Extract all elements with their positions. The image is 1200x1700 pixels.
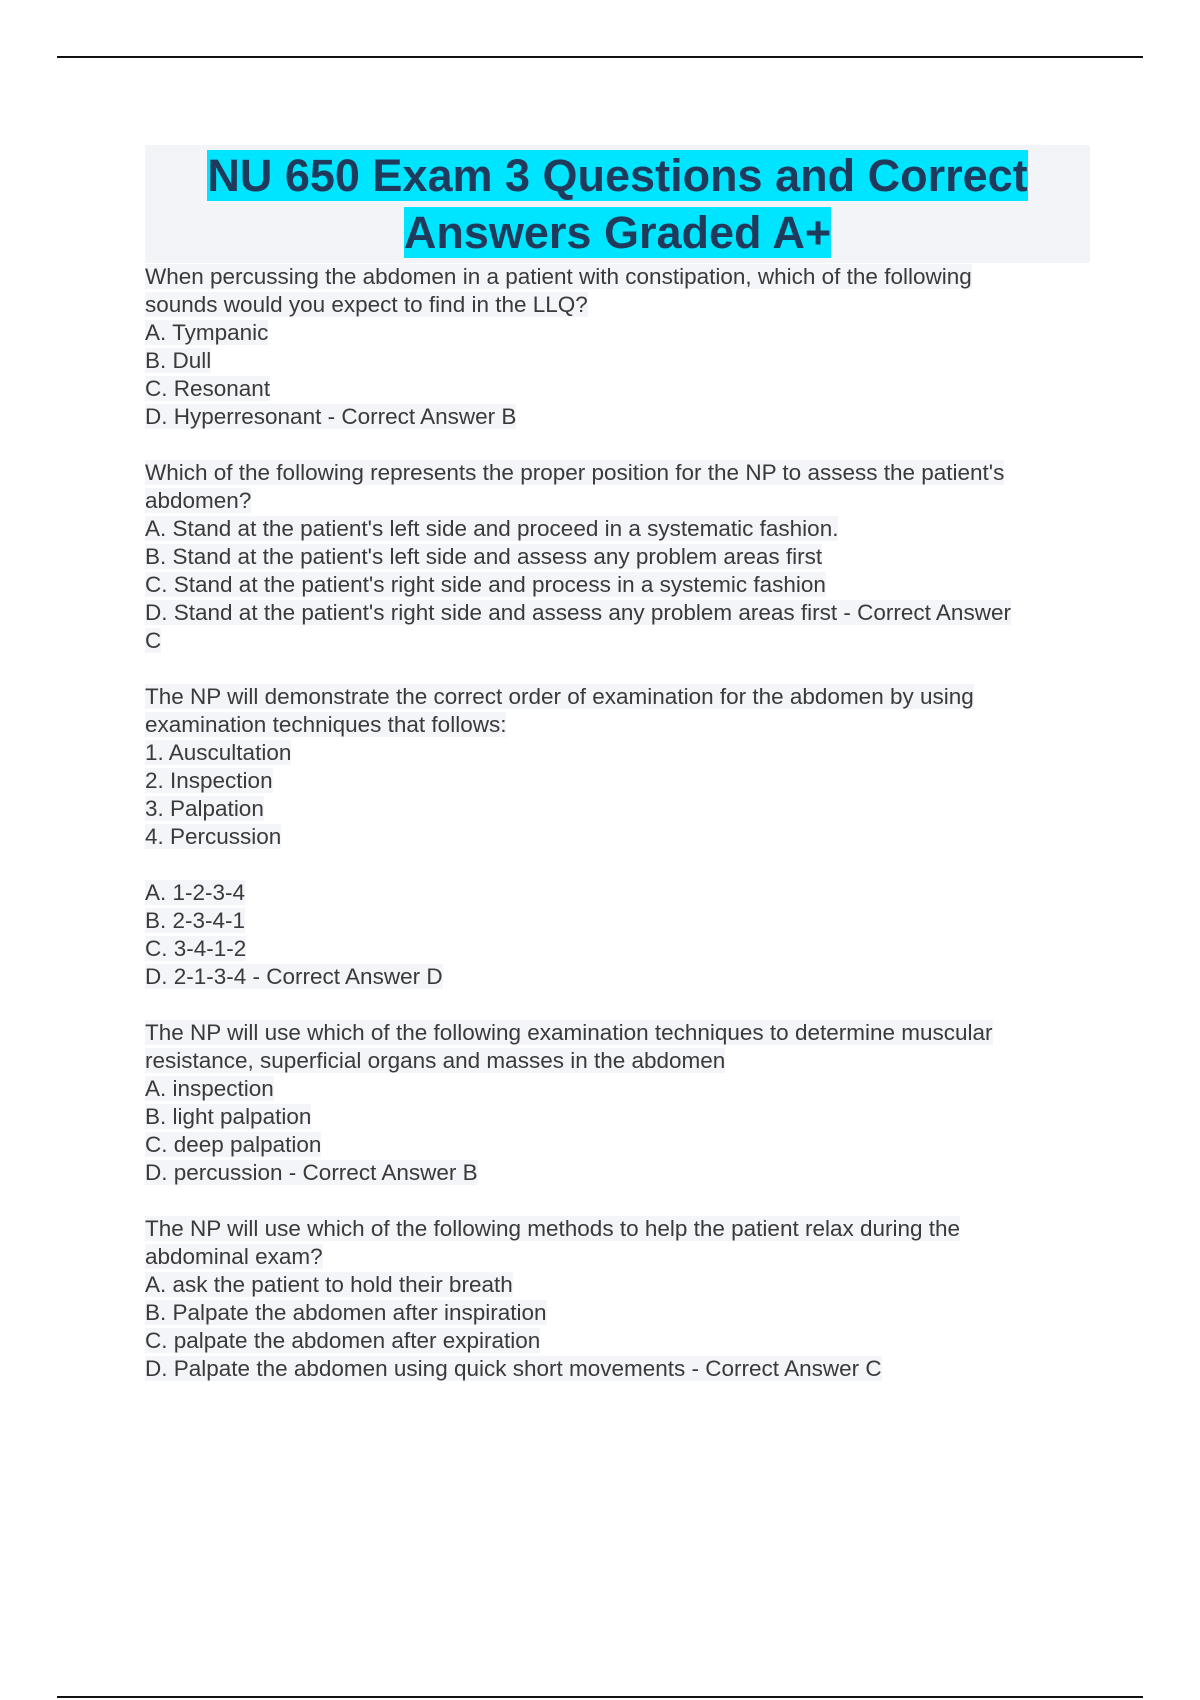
question-1-option: B. Dull xyxy=(145,348,212,373)
question-5-option: D. Palpate the abdomen using quick short movements - Correct Answer C xyxy=(145,1356,882,1381)
question-2-option: D. Stand at the patient's right side and assess any problem areas first - Correct Answer xyxy=(145,600,1011,625)
question-3-option: D. 2-1-3-4 - Correct Answer D xyxy=(145,964,443,989)
question-3-item: 3. Palpation xyxy=(145,796,264,821)
question-4-option: C. deep palpation xyxy=(145,1132,322,1157)
question-2-stem-line: Which of the following represents the proper position for the NP to assess the patient's xyxy=(145,460,1005,485)
question-2-option: C. Stand at the patient's right side and process in a systemic fashion xyxy=(145,572,826,597)
question-3-stem-line: examination techniques that follows: xyxy=(145,712,507,737)
title-line-1: NU 650 Exam 3 Questions and Correct xyxy=(207,150,1028,201)
question-3-option: C. 3-4-1-2 xyxy=(145,936,247,961)
question-3-stem-line: The NP will demonstrate the correct order of examination for the abdomen by using xyxy=(145,684,974,709)
document-title xyxy=(145,145,1090,263)
bottom-rule xyxy=(57,1696,1143,1698)
question-2-option: C xyxy=(145,628,162,653)
title-line-2: Answers Graded A+ xyxy=(403,207,832,258)
question-4-stem-line: The NP will use which of the following examination techniques to determine muscular xyxy=(145,1020,993,1045)
question-2-option: A. Stand at the patient's left side and proceed in a systematic fashion. xyxy=(145,516,839,541)
question-5-option: C. palpate the abdomen after expiration xyxy=(145,1328,541,1353)
question-4-option: D. percussion - Correct Answer B xyxy=(145,1160,478,1185)
question-5 xyxy=(145,1215,1090,1383)
question-2 xyxy=(145,459,1090,655)
question-4-stem-line: resistance, superficial organs and masses in the abdomen xyxy=(145,1048,726,1073)
top-rule xyxy=(57,56,1143,58)
question-3-option: B. 2-3-4-1 xyxy=(145,908,246,933)
question-3-option: A. 1-2-3-4 xyxy=(145,880,246,905)
question-2-option: B. Stand at the patient's left side and assess any problem areas first xyxy=(145,544,823,569)
question-3-item: 2. Inspection xyxy=(145,768,273,793)
question-1-option: D. Hyperresonant - Correct Answer B xyxy=(145,404,517,429)
question-3 xyxy=(145,683,1090,991)
question-1-stem-line: sounds would you expect to find in the LLQ? xyxy=(145,292,588,317)
question-4-option: B. light palpation xyxy=(145,1104,312,1129)
question-5-option: B. Palpate the abdomen after inspiration xyxy=(145,1300,547,1325)
question-1-stem-line: When percussing the abdomen in a patient with constipation, which of the following xyxy=(145,264,972,289)
question-1-option: A. Tympanic xyxy=(145,320,269,345)
question-1-option: C. Resonant xyxy=(145,376,271,401)
question-2-stem-line: abdomen? xyxy=(145,488,252,513)
question-5-option: A. ask the patient to hold their breath xyxy=(145,1272,513,1297)
question-3-item: 1. Auscultation xyxy=(145,740,292,765)
question-5-stem-line: abdominal exam? xyxy=(145,1244,323,1269)
question-3-item: 4. Percussion xyxy=(145,824,282,849)
document-body xyxy=(145,145,1090,1383)
question-1 xyxy=(145,263,1090,431)
question-4-option: A. inspection xyxy=(145,1076,274,1101)
question-5-stem-line: The NP will use which of the following methods to help the patient relax during the xyxy=(145,1216,961,1241)
blank-line xyxy=(145,851,1090,879)
question-4 xyxy=(145,1019,1090,1187)
